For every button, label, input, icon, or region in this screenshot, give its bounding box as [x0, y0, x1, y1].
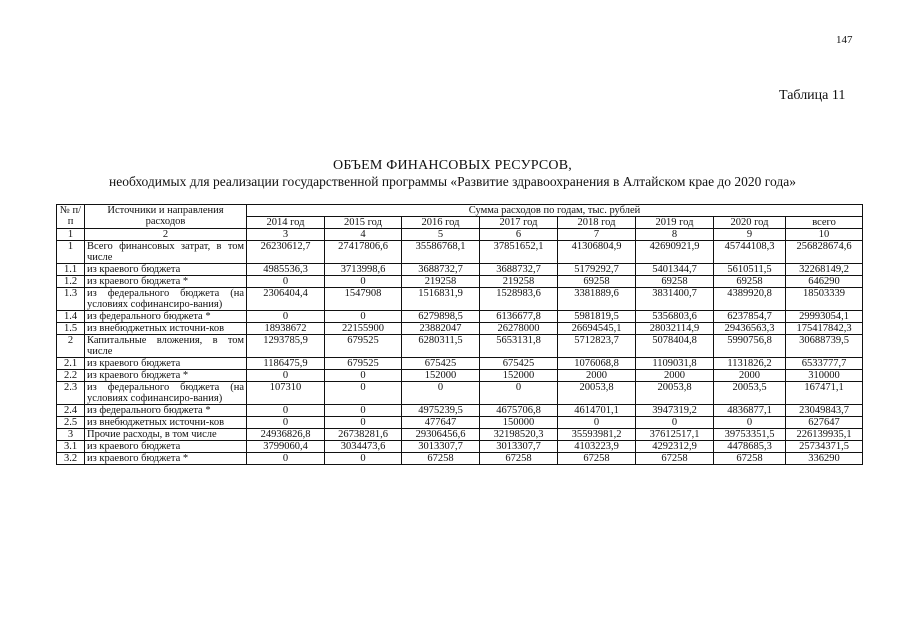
row-value: 6237854,7: [714, 311, 786, 323]
column-number: 3: [247, 229, 325, 241]
row-value: 0: [714, 417, 786, 429]
row-number: 1.5: [57, 323, 85, 335]
page-number: 147: [836, 34, 853, 46]
row-value: 675425: [480, 358, 558, 370]
row-value: 3381889,6: [558, 288, 636, 311]
row-number: 1: [57, 241, 85, 264]
row-total: 25734371,5: [786, 441, 863, 453]
row-number: 2.2: [57, 370, 85, 382]
row-value: 1109031,8: [636, 358, 714, 370]
row-value: 219258: [480, 276, 558, 288]
row-value: 0: [325, 417, 402, 429]
row-label: из краевого бюджета: [85, 441, 247, 453]
table-row: [57, 276, 863, 288]
header-year: 2014 год: [247, 217, 325, 229]
row-label: из краевого бюджета: [85, 358, 247, 370]
table-row: [57, 335, 863, 358]
row-value: 0: [558, 417, 636, 429]
row-number: 1.2: [57, 276, 85, 288]
row-value: 29306456,6: [402, 429, 480, 441]
row-number: 2.4: [57, 405, 85, 417]
row-value: 150000: [480, 417, 558, 429]
row-total: 6533777,7: [786, 358, 863, 370]
row-number: 1.4: [57, 311, 85, 323]
row-value: 2000: [558, 370, 636, 382]
row-value: 107310: [247, 382, 325, 405]
row-total: 175417842,3: [786, 323, 863, 335]
row-value: 27417806,6: [325, 241, 402, 264]
row-value: 2000: [714, 370, 786, 382]
row-value: 4975239,5: [402, 405, 480, 417]
table-row: [57, 382, 863, 405]
table-row: [57, 323, 863, 335]
row-value: 5990756,8: [714, 335, 786, 358]
row-value: 0: [247, 370, 325, 382]
row-label: из федерального бюджета *: [85, 311, 247, 323]
header-year: 2018 год: [558, 217, 636, 229]
table-row: [57, 370, 863, 382]
row-value: 42690921,9: [636, 241, 714, 264]
row-value: 0: [636, 417, 714, 429]
row-number: 2: [57, 335, 85, 358]
row-value: 67258: [714, 453, 786, 465]
column-number: 7: [558, 229, 636, 241]
row-value: 3013307,7: [402, 441, 480, 453]
row-value: 24936826,8: [247, 429, 325, 441]
row-value: 20053,5: [714, 382, 786, 405]
row-value: 23882047: [402, 323, 480, 335]
row-value: 3947319,2: [636, 405, 714, 417]
row-value: 45744108,3: [714, 241, 786, 264]
row-value: 0: [325, 311, 402, 323]
row-value: 3034473,6: [325, 441, 402, 453]
table-row: [57, 417, 863, 429]
column-number-row: [57, 229, 863, 241]
row-value: 0: [325, 453, 402, 465]
header-group: Сумма расходов по годам, тыс. рублей: [247, 205, 863, 217]
row-value: 3688732,7: [402, 264, 480, 276]
header-num: № п/п: [57, 205, 85, 229]
header-year: 2016 год: [402, 217, 480, 229]
row-value: 0: [247, 405, 325, 417]
table-row: [57, 429, 863, 441]
table-row: [57, 288, 863, 311]
row-value: 1528983,6: [480, 288, 558, 311]
row-value: 1547908: [325, 288, 402, 311]
row-value: 69258: [558, 276, 636, 288]
row-number: 1.1: [57, 264, 85, 276]
row-value: 20053,8: [636, 382, 714, 405]
row-number: 2.1: [57, 358, 85, 370]
row-total: 256828674,6: [786, 241, 863, 264]
row-value: 3713998,6: [325, 264, 402, 276]
row-value: 0: [247, 417, 325, 429]
table-row: [57, 311, 863, 323]
row-value: 0: [325, 382, 402, 405]
column-number: 5: [402, 229, 480, 241]
row-value: 675425: [402, 358, 480, 370]
header-total: всего: [786, 217, 863, 229]
row-value: 26738281,6: [325, 429, 402, 441]
row-value: 3799060,4: [247, 441, 325, 453]
row-label: из краевого бюджета *: [85, 276, 247, 288]
row-value: 29436563,3: [714, 323, 786, 335]
row-value: 1131826,2: [714, 358, 786, 370]
row-value: 67258: [558, 453, 636, 465]
row-value: 5712823,7: [558, 335, 636, 358]
row-value: 35593981,2: [558, 429, 636, 441]
row-number: 1.3: [57, 288, 85, 311]
row-value: 0: [247, 311, 325, 323]
row-value: 39753351,5: [714, 429, 786, 441]
row-total: 29993054,1: [786, 311, 863, 323]
table-row: [57, 264, 863, 276]
row-value: 5653131,8: [480, 335, 558, 358]
row-label: из федерального бюджета (на условиях софинансиро-вания): [85, 288, 247, 311]
row-value: 0: [402, 382, 480, 405]
column-number: 6: [480, 229, 558, 241]
row-value: 22155900: [325, 323, 402, 335]
row-total: 646290: [786, 276, 863, 288]
document-subtitle: необходимых для реализации государственной программы «Развитие здравоохранения в Алтайском крае до 2020 года»: [109, 174, 796, 189]
row-value: 3831400,7: [636, 288, 714, 311]
row-label: из внебюджетных источни-ков: [85, 417, 247, 429]
row-value: 69258: [636, 276, 714, 288]
row-value: 2306404,4: [247, 288, 325, 311]
header-year: 2019 год: [636, 217, 714, 229]
row-total: 30688739,5: [786, 335, 863, 358]
row-value: 4103223,9: [558, 441, 636, 453]
column-number: 9: [714, 229, 786, 241]
row-value: 4614701,1: [558, 405, 636, 417]
row-total: 336290: [786, 453, 863, 465]
row-value: 26694545,1: [558, 323, 636, 335]
row-value: 18938672: [247, 323, 325, 335]
row-value: 0: [480, 382, 558, 405]
column-number: 4: [325, 229, 402, 241]
row-value: 28032114,9: [636, 323, 714, 335]
table-row: [57, 241, 863, 264]
row-value: 41306804,9: [558, 241, 636, 264]
row-number: 3: [57, 429, 85, 441]
row-value: 3013307,7: [480, 441, 558, 453]
column-number: 8: [636, 229, 714, 241]
row-value: 2000: [636, 370, 714, 382]
row-value: 1293785,9: [247, 335, 325, 358]
row-total: 167471,1: [786, 382, 863, 405]
row-number: 3.2: [57, 453, 85, 465]
header-year: 2017 год: [480, 217, 558, 229]
row-value: 1516831,9: [402, 288, 480, 311]
table-row: [57, 405, 863, 417]
row-value: 4389920,8: [714, 288, 786, 311]
row-value: 32198520,3: [480, 429, 558, 441]
row-total: 226139935,1: [786, 429, 863, 441]
table-row: [57, 453, 863, 465]
header-year: 2020 год: [714, 217, 786, 229]
row-value: 26278000: [480, 323, 558, 335]
row-value: 0: [325, 405, 402, 417]
row-total: 18503339: [786, 288, 863, 311]
row-value: 67258: [636, 453, 714, 465]
row-value: 679525: [325, 335, 402, 358]
row-value: 4478685,3: [714, 441, 786, 453]
row-value: 5401344,7: [636, 264, 714, 276]
row-value: 219258: [402, 276, 480, 288]
row-number: 3.1: [57, 441, 85, 453]
column-number: 1: [57, 229, 85, 241]
row-value: 6279898,5: [402, 311, 480, 323]
row-label: Прочие расходы, в том числе: [85, 429, 247, 441]
row-label: из краевого бюджета *: [85, 370, 247, 382]
row-value: 5981819,5: [558, 311, 636, 323]
row-total: 23049843,7: [786, 405, 863, 417]
row-value: 152000: [480, 370, 558, 382]
row-label: из внебюджетных источни-ков: [85, 323, 247, 335]
header-source: Источники и направления расходов: [85, 205, 247, 229]
row-value: 477647: [402, 417, 480, 429]
row-value: 4675706,8: [480, 405, 558, 417]
row-value: 1076068,8: [558, 358, 636, 370]
table-row: [57, 441, 863, 453]
row-value: 6280311,5: [402, 335, 480, 358]
row-value: 20053,8: [558, 382, 636, 405]
row-value: 6136677,8: [480, 311, 558, 323]
row-total: 627647: [786, 417, 863, 429]
table-label: Таблица 11: [779, 88, 846, 103]
row-value: 4836877,1: [714, 405, 786, 417]
row-value: 67258: [402, 453, 480, 465]
row-label: из краевого бюджета *: [85, 453, 247, 465]
row-value: 5610511,5: [714, 264, 786, 276]
row-value: 69258: [714, 276, 786, 288]
row-value: 37851652,1: [480, 241, 558, 264]
row-value: 37612517,1: [636, 429, 714, 441]
row-value: 4985536,3: [247, 264, 325, 276]
row-value: 0: [325, 370, 402, 382]
row-value: 0: [247, 453, 325, 465]
document-title: ОБЪЕМ ФИНАНСОВЫХ РЕСУРСОВ,: [333, 158, 572, 173]
row-value: 4292312,9: [636, 441, 714, 453]
row-label: из краевого бюджета: [85, 264, 247, 276]
header-year: 2015 год: [325, 217, 402, 229]
row-number: 2.3: [57, 382, 85, 405]
row-label: из федерального бюджета (на условиях софинансиро-вания): [85, 382, 247, 405]
row-total: 32268149,2: [786, 264, 863, 276]
financing-table: [56, 204, 863, 465]
row-label: из федерального бюджета *: [85, 405, 247, 417]
row-value: 26230612,7: [247, 241, 325, 264]
row-label: Капитальные вложения, в том числе: [85, 335, 247, 358]
column-number: 2: [85, 229, 247, 241]
row-number: 2.5: [57, 417, 85, 429]
row-value: 1186475,9: [247, 358, 325, 370]
row-value: 5179292,7: [558, 264, 636, 276]
row-value: 0: [325, 276, 402, 288]
row-value: 5078404,8: [636, 335, 714, 358]
column-number: 10: [786, 229, 863, 241]
row-value: 3688732,7: [480, 264, 558, 276]
row-value: 35586768,1: [402, 241, 480, 264]
row-total: 310000: [786, 370, 863, 382]
row-value: 152000: [402, 370, 480, 382]
row-value: 67258: [480, 453, 558, 465]
row-label: Всего финансовых затрат, в том числе: [85, 241, 247, 264]
table-row: [57, 358, 863, 370]
row-value: 0: [247, 276, 325, 288]
row-value: 679525: [325, 358, 402, 370]
row-value: 5356803,6: [636, 311, 714, 323]
